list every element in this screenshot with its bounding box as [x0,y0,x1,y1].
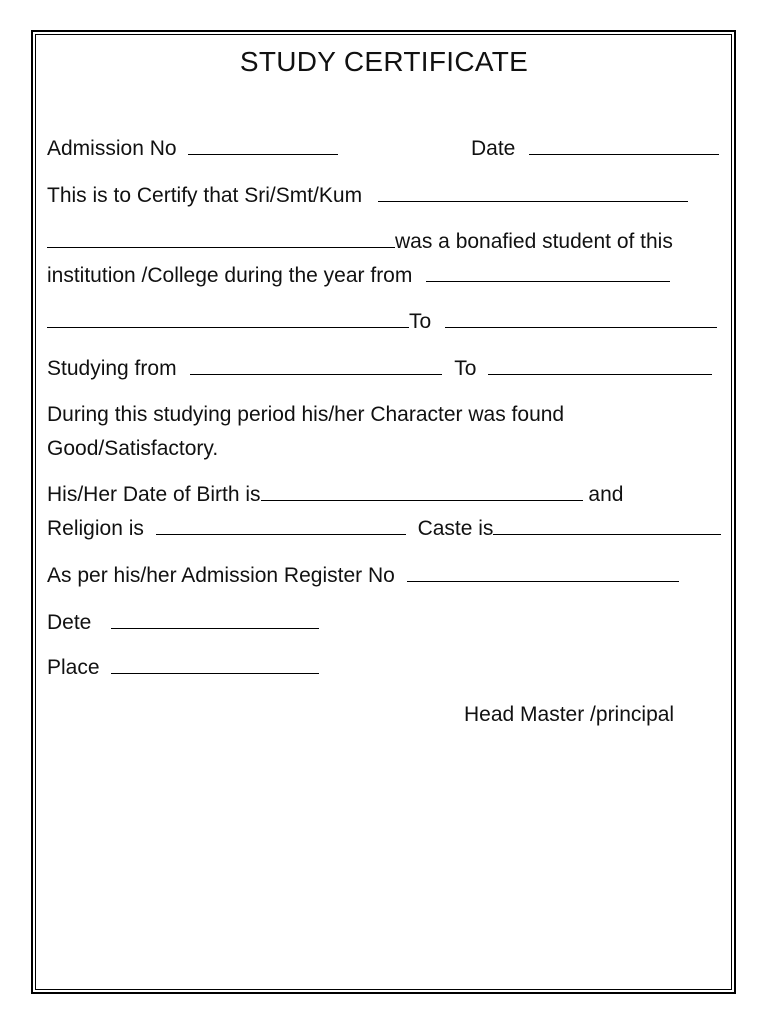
to-label-1: To [409,310,432,333]
institution-text: institution /College during the year from [47,264,413,287]
bonafide-text: was a bonafied student of this [395,230,673,253]
and-label: and [588,483,624,506]
dob-blank [261,482,583,501]
studying-to-blank [488,356,712,375]
register-label: As per his/her Admission Register No [47,564,395,587]
character-line-1: During this studying period his/her Character was found [47,403,565,426]
dob-row [47,482,623,508]
to-label-2: To [454,357,477,380]
dete-label: Dete [47,611,92,634]
student-name-continued-blank [47,229,395,248]
date-row [471,136,719,162]
student-name-blank [378,183,688,202]
caste-label: Caste is [417,517,494,540]
character-line-2: Good/Satisfactory. [47,437,219,460]
year-from-blank [426,263,670,282]
signature-label: Head Master /principal [464,703,675,726]
place-row [47,655,319,681]
year-to-blank [445,309,717,328]
date-blank [529,136,719,155]
place-label: Place [47,656,100,679]
dob-label: His/Her Date of Birth is [47,483,261,506]
studying-from-label: Studying from [47,357,177,380]
certify-row [47,183,688,209]
admission-label: Admission No [47,137,177,160]
studying-from-blank [190,356,442,375]
admission-number-blank [188,136,338,155]
admission-row [47,136,338,162]
institution-row [47,263,670,289]
caste-blank [493,516,721,535]
place-blank [111,655,319,674]
dete-row [47,610,319,636]
inner-border [35,34,732,990]
year-from-continued-blank [47,309,409,328]
religion-caste-row [47,516,721,542]
dete-blank [111,610,319,629]
register-number-blank [407,563,679,582]
religion-label: Religion is [47,517,144,540]
date-label: Date [471,137,516,160]
studying-row [47,356,712,382]
year-to-row [47,309,717,335]
religion-blank [156,516,406,535]
certify-text: This is to Certify that Sri/Smt/Kum [47,184,363,207]
register-row [47,563,679,589]
bonafide-row [47,229,673,255]
certificate-title: STUDY CERTIFICATE [239,46,529,77]
